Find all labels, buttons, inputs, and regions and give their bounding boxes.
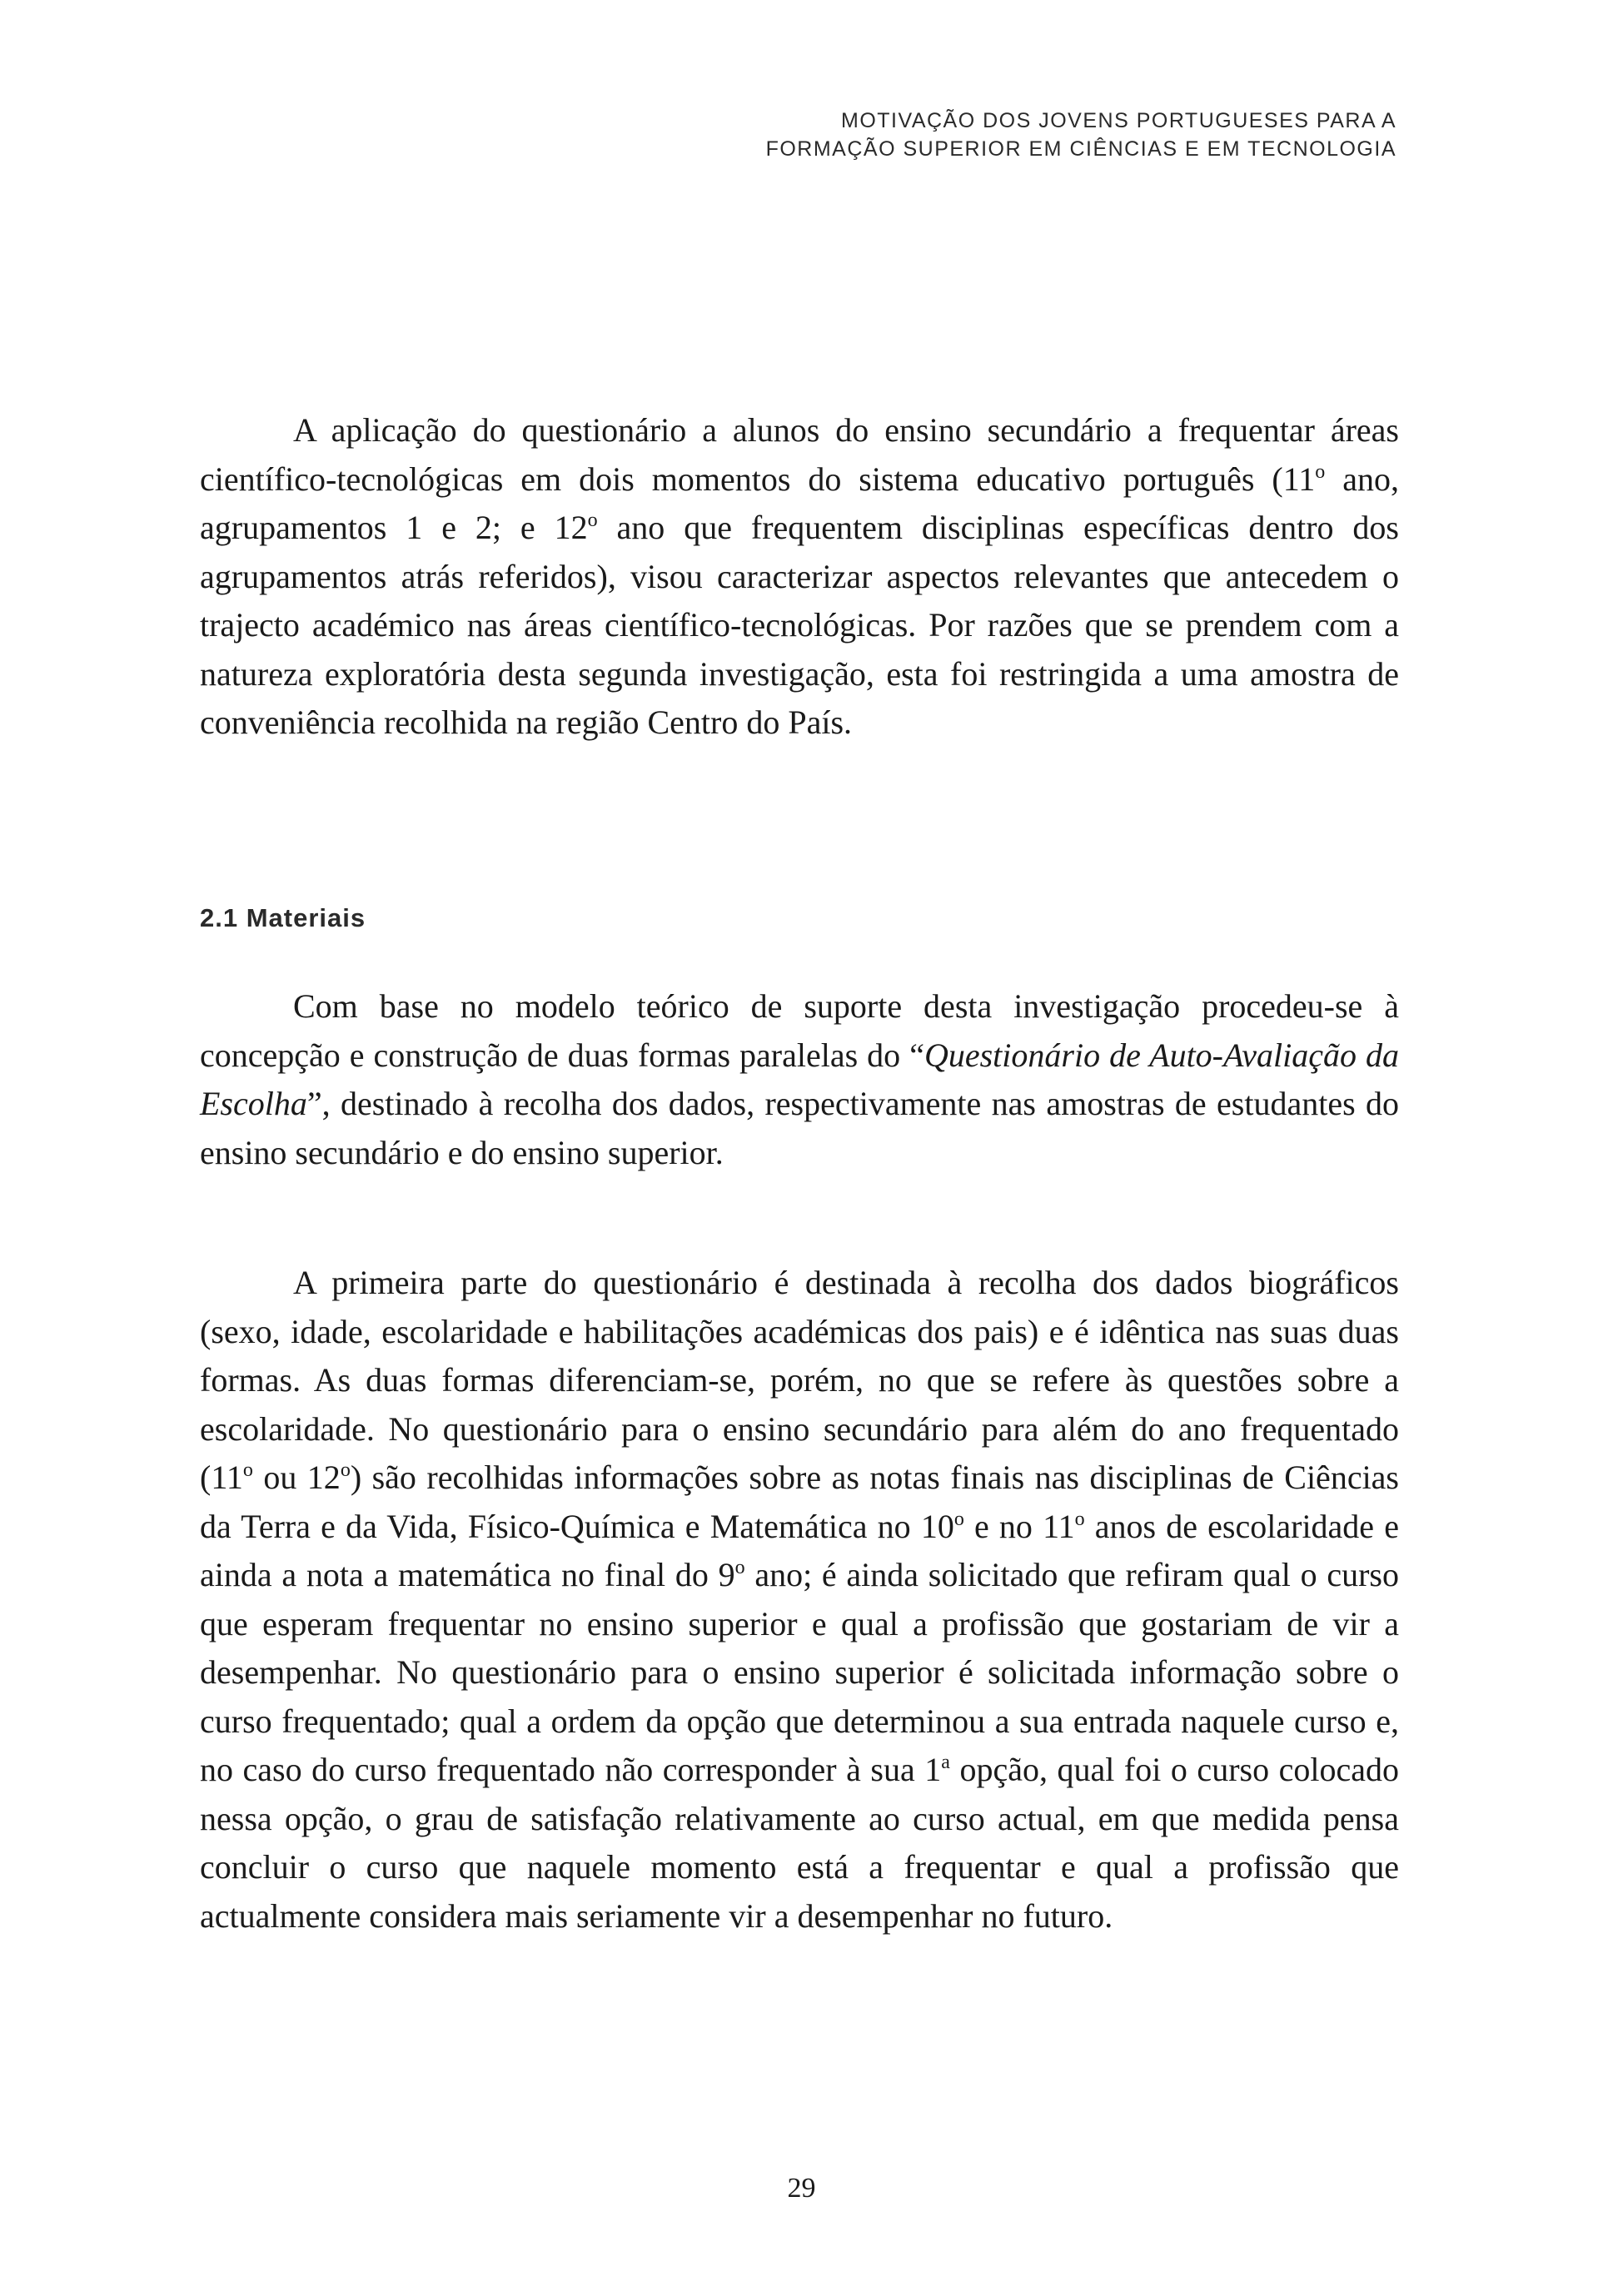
paragraph-questionnaire <box>200 1259 1399 1941</box>
text-run: e no 11 <box>963 1507 1075 1545</box>
superscript: o <box>242 1459 253 1481</box>
text-run: A primeira parte do questionário é destinada à recolha dos dados biográficos (sexo, idade, escolaridade e habilitações académicas dos pais) e é idêntica nas suas duas formas. As duas formas diferenciam-se, porém, no que se refere às questões sobre a escolaridade. No questionário para o ensino secundário para além do ano frequentado (11 <box>200 1264 1399 1496</box>
section-heading: 2.1 Materiais <box>200 903 366 932</box>
superscript: o <box>587 509 598 531</box>
text-run: ) são recolhidas informações sobre as notas finais nas disciplinas de Ciências da Terra e da Vida, Físico-Química e Matemática no 10 <box>200 1459 1400 1545</box>
paragraph-materials-text <box>200 982 1399 1177</box>
text-run: ano; é ainda solicitado que refiram qual o curso que esperam frequentar no ensino superior e qual a profissão que gostariam de vir a desempenhar. No questionário para o ensino superior é solicitada informação sobre o curso frequentado; qual a ordem da opção que determinou a sua entrada naquele curso e, no caso do curso frequentado não corresponder à sua 1 <box>200 1556 1399 1788</box>
superscript: o <box>340 1459 351 1481</box>
paragraph-materials <box>200 982 1399 1177</box>
running-header-line-1: MOTIVAÇÃO DOS JOVENS PORTUGUESES PARA A <box>841 109 1396 132</box>
text-run: ou 12 <box>252 1459 341 1496</box>
superscript: o <box>734 1557 745 1578</box>
text-run: anos de escolaridade e ainda a nota a matemática no final do 9 <box>200 1507 1399 1593</box>
text-run: ”, destinado à recolha dos dados, respectivamente nas amostras de estudantes do ensino secundário e do ensino superior. <box>200 1085 1399 1171</box>
text-run: ano, agrupamentos 1 e 2; e 12 <box>200 460 1399 546</box>
text-run: ano que frequentem disciplinas específicas dentro dos agrupamentos atrás referidos), visou caracterizar aspectos relevantes que antecedem o trajecto académico nas áreas científico-tecnológicas. Por razões que se prendem com a natureza exploratória desta segunda investigação, esta foi restringida a uma amostra de conveniência recolhida na região Centro do País. <box>200 509 1399 741</box>
superscript: o <box>1074 1508 1085 1530</box>
paragraph-intro-text <box>200 406 1399 748</box>
superscript: o <box>953 1508 964 1530</box>
superscript: o <box>1315 460 1326 483</box>
text-run: Com base no modelo teórico de suporte desta investigação procedeu-se à concepção e construção de duas formas paralelas do “ <box>200 987 1399 1074</box>
paragraph-intro <box>200 406 1399 748</box>
text-run: A aplicação do questionário a alunos do ensino secundário a frequentar áreas científico-tecnológicas em dois momentos do sistema educativo português (11 <box>200 411 1399 498</box>
text-run: opção, qual foi o curso colocado nessa opção, o grau de satisfação relativamente ao curso actual, em que medida pensa concluir o curso que naquele momento está a frequentar e qual a profissão que actualmente considera mais seriamente vir a desempenhar no futuro. <box>200 1751 1399 1935</box>
page-number: 29 <box>787 2173 816 2204</box>
questionnaire-title: Questionário de Auto-Avaliação da Escolha <box>200 1036 1399 1122</box>
paragraph-questionnaire-text <box>200 1259 1399 1941</box>
superscript: a <box>941 1752 950 1773</box>
running-header <box>766 107 1396 163</box>
running-header-line-2: FORMAÇÃO SUPERIOR EM CIÊNCIAS E EM TECNOLOGIA <box>765 137 1396 161</box>
